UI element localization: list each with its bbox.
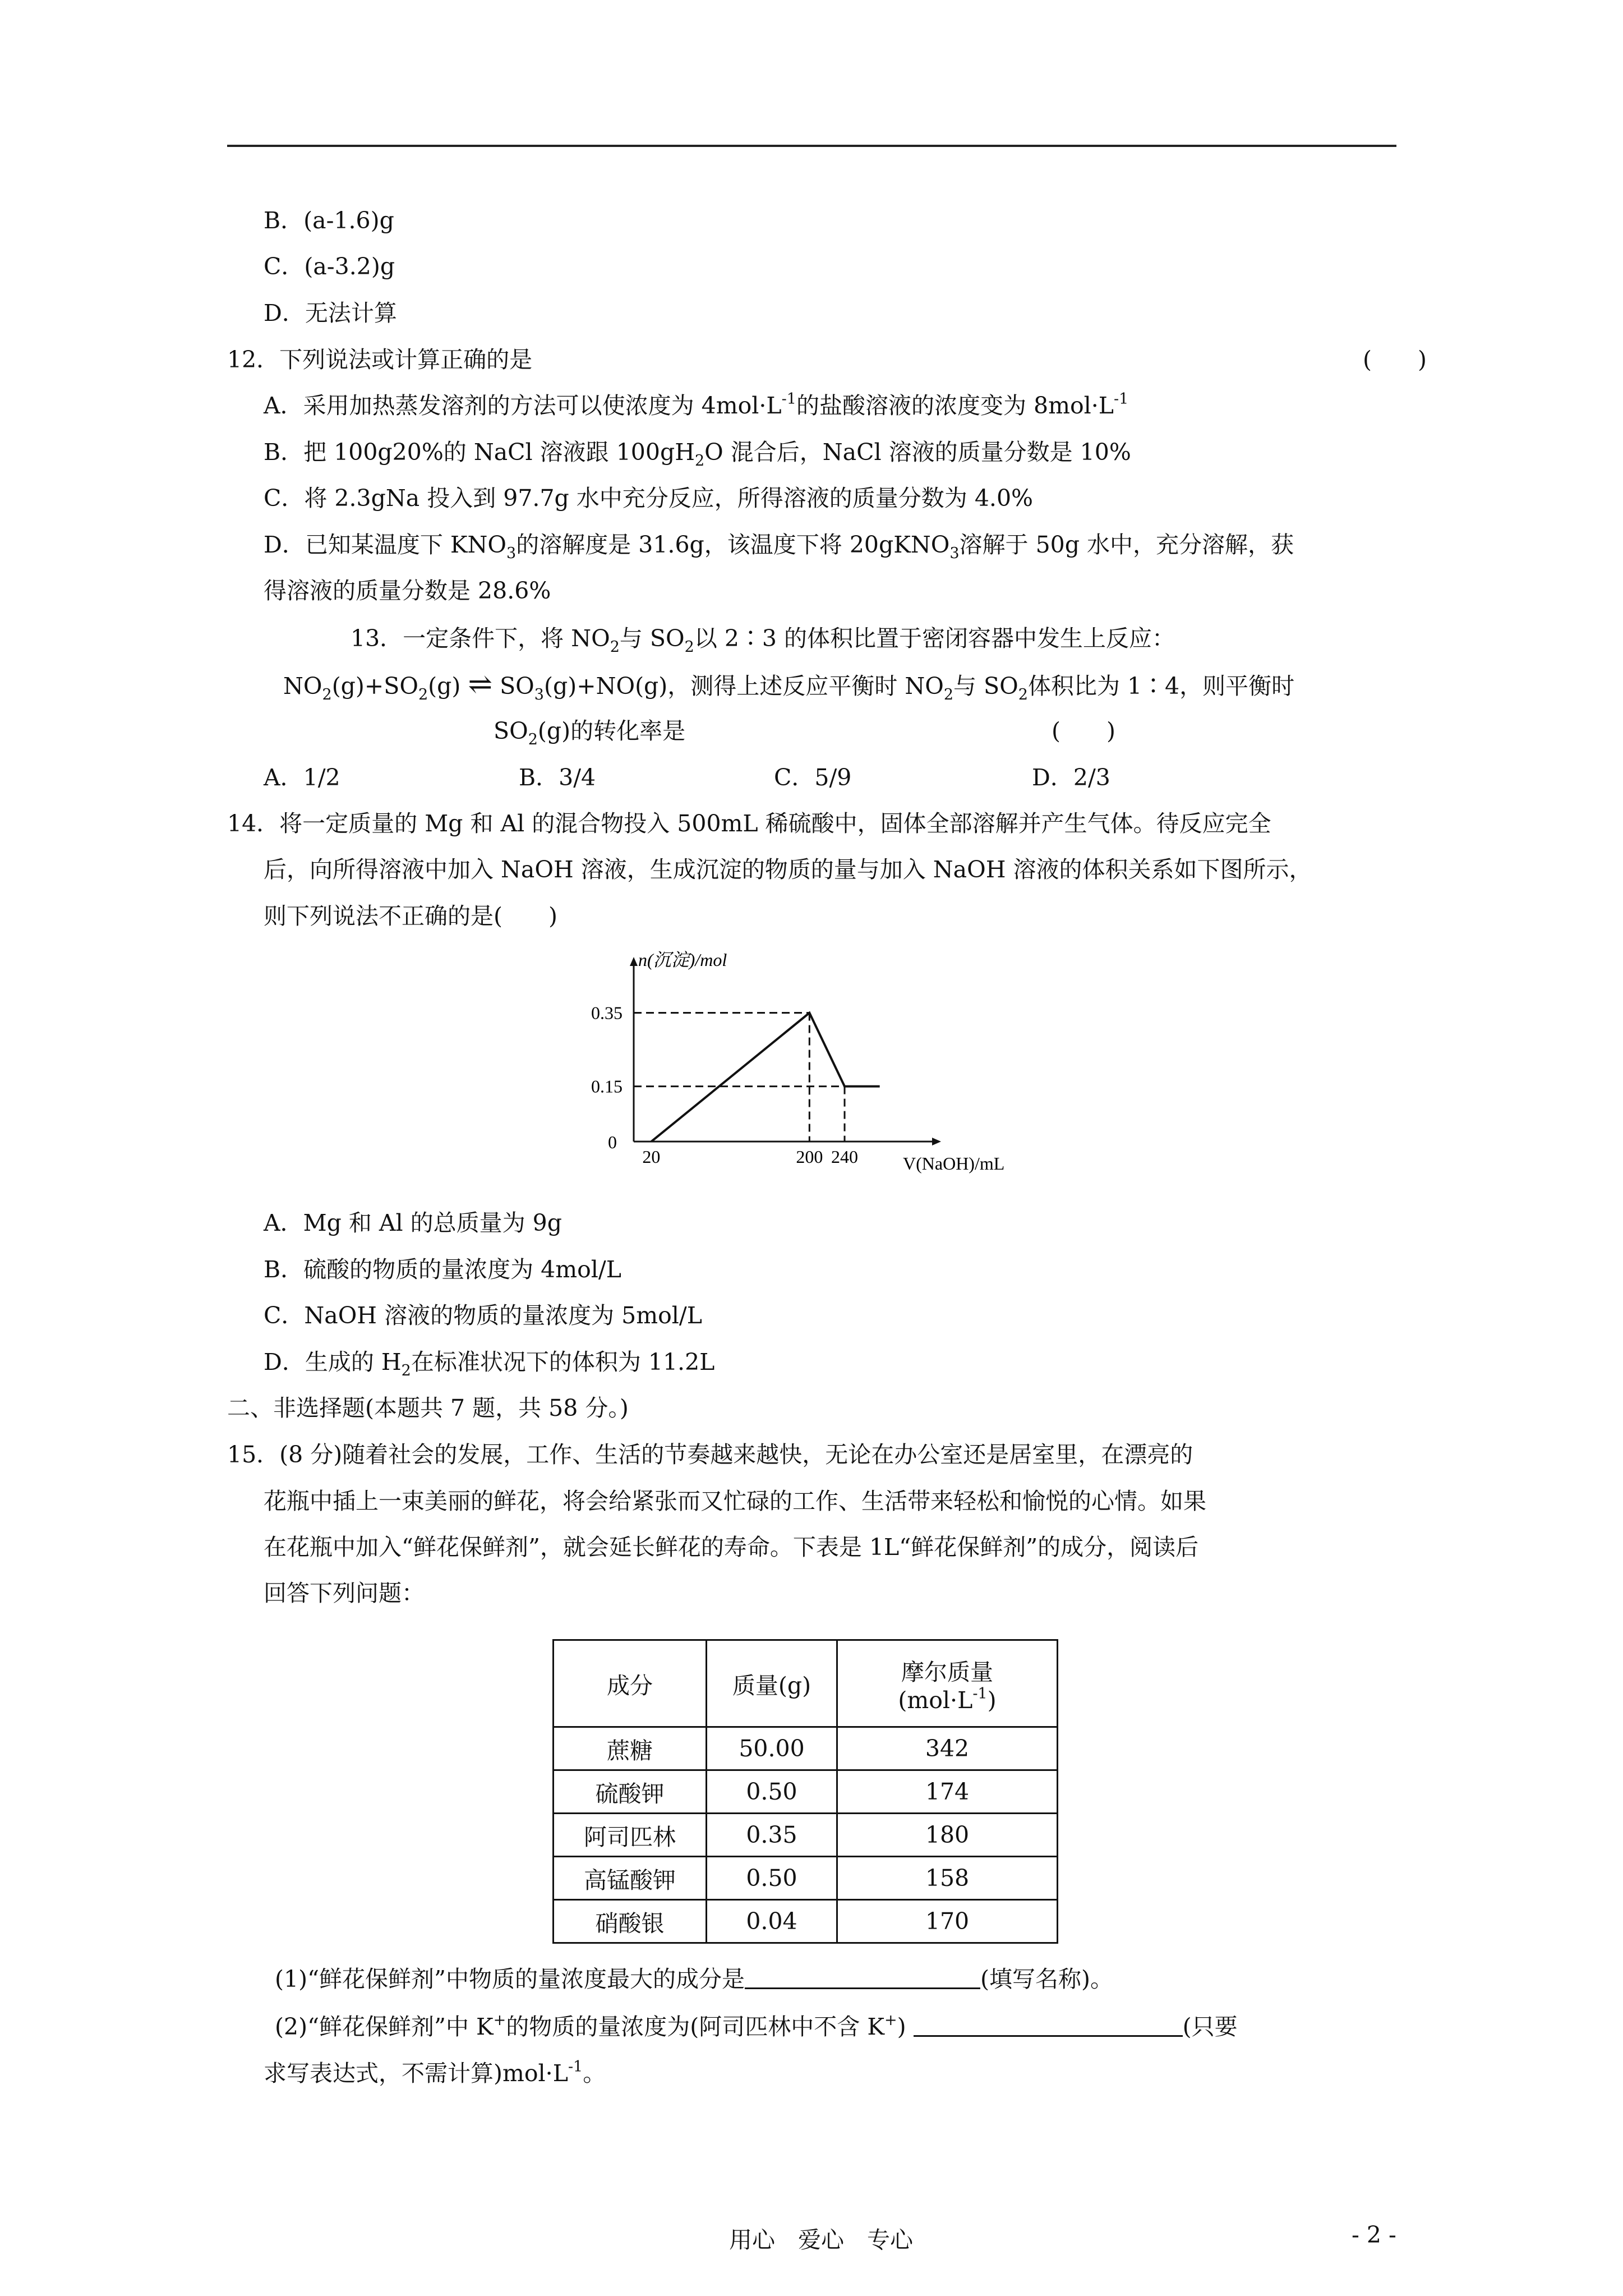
q12-option-c: C．将 2.3gNa 投入到 97.7g 水中充分反应，所得溶液的质量分数为 4.0% [264, 485, 1033, 512]
question-14-line3: 则下列说法不正确的是( ) [264, 903, 557, 930]
q12-option-d: D．已知某温度下 $KNO_3$的溶解度是 31.6g，该温度下将 20gKNO$_3$溶解于 50g 水中，充分溶解，获 [264, 531, 1294, 562]
x-axis-label: V(NaOH)/mL [903, 1153, 1005, 1174]
q12-option-a: A．采用加热蒸发溶剂的方法可以使浓度为 $4mol\cdot L^{-1}$的盐酸溶液的浓度变为 $8mol\cdot L^{-1}$ [264, 390, 1129, 419]
question-13: 13．一定条件下，将 $NO_2$与 $SO_2$以 2∶3 的体积比置于密闭容器中发生上反应： [351, 625, 1175, 656]
y-axis-arrow-icon [630, 957, 638, 966]
q13-question: $SO_2(g)$的转化率是 [494, 717, 686, 748]
table-cell: 蔗糖 [554, 1727, 707, 1770]
y-tick-label: 0.15 [591, 1076, 623, 1097]
q14-option-a: A．Mg 和 Al 的总质量为 9g [264, 1209, 562, 1236]
q13-answer-paren: ( ) [1052, 717, 1115, 744]
q13-equation: $NO_2(g)+SO_2(g)$ ⇌ $SO_3(g)+NO(g)$，测得上述反应平衡时 $NO_2$与 $SO_2$体积比为 1∶4，则平衡时 [283, 668, 1295, 703]
table-header-row [554, 1640, 1058, 1727]
q13-option-c: C．5/9 [774, 764, 852, 791]
table-cell: 50.00 [707, 1727, 837, 1770]
y-axis-label: n(沉淀)/mol [638, 950, 727, 970]
precipitate-chart [591, 950, 1060, 1189]
table-cell: 阿司匹林 [554, 1814, 707, 1857]
q12-option-b: B．把 100g20%的 NaCl 溶液跟 $100gH_2O$ 混合后，NaCl 溶液的质量分数是 10% [264, 439, 1131, 470]
table-cell: 170 [837, 1900, 1058, 1943]
question-15-line4: 回答下列问题： [264, 1580, 425, 1607]
x-tick-label: 20 [642, 1147, 661, 1167]
equilibrium-arrow-icon: ⇌ [468, 668, 493, 701]
table-row [554, 1727, 1058, 1770]
question-15-line2: 花瓶中插上一束美丽的鲜花，将会给紧张而又忙碌的工作、生活带来轻松和愉悦的心情。如果 [264, 1488, 1206, 1515]
option-b: B．(a-1.6)g [264, 207, 394, 234]
q14-option-d: D．生成的 $H_2$在标准状况下的体积为 11.2L [264, 1349, 715, 1379]
data-series-line [651, 1013, 879, 1142]
option-d: D．无法计算 [264, 300, 397, 326]
x-tick-label: 200 [796, 1147, 823, 1167]
q14-option-c: C．NaOH 溶液的物质的量浓度为 5mol/L [264, 1302, 702, 1329]
x-axis-arrow-icon [932, 1138, 941, 1145]
q13-option-a: A．1/2 [264, 764, 340, 791]
table-cell: 硝酸银 [554, 1900, 707, 1943]
table-cell: 高锰酸钾 [554, 1857, 707, 1900]
q13-option-b: B．3/4 [519, 764, 596, 791]
q15-subquestion-1: (1)“鲜花保鲜剂”中物质的量浓度最大的成分是 (填写名称)。 [275, 1966, 1113, 1993]
origin-label: 0 [608, 1132, 617, 1152]
table-header: 质量(g) [707, 1640, 837, 1727]
question-15: 15．(8 分)随着社会的发展，工作、生活的节奏越来越快，无论在办公室还是居室里，在漂亮的 [227, 1441, 1193, 1468]
q12-answer-paren: ( ) [1363, 346, 1427, 373]
table-cell: 158 [837, 1857, 1058, 1900]
question-12: 12．下列说法或计算正确的是 [227, 346, 533, 373]
preservative-composition-table [552, 1639, 1058, 1944]
q13-option-d: D．2/3 [1032, 764, 1110, 791]
q15-subquestion-2-cont: 求写表达式，不需计算)$mol\cdot L^{-1}$。 [264, 2058, 606, 2087]
q15-subquestion-2: (2)“鲜花保鲜剂”中 K+的物质的量浓度为(阿司匹林中不含 K+) (只要 [275, 2012, 1238, 2040]
option-c: C．(a-3.2)g [264, 253, 395, 280]
table-cell: 0.35 [707, 1814, 837, 1857]
table-cell: 342 [837, 1727, 1058, 1770]
table-cell: 0.50 [707, 1857, 837, 1900]
table-row [554, 1814, 1058, 1857]
question-15-line3: 在花瓶中加入“鲜花保鲜剂”，就会延长鲜花的寿命。下表是 1L“鲜花保鲜剂”的成分，阅读后 [264, 1534, 1199, 1561]
footer-motto: 用心 爱心 专心 [729, 2226, 913, 2253]
question-14: 14．将一定质量的 Mg 和 Al 的混合物投入 500mL 稀硫酸中，固体全部溶解并产生气体。待反应完全 [227, 810, 1271, 837]
question-14-line2: 后，向所得溶液中加入 NaOH 溶液，生成沉淀的物质的量与加入 NaOH 溶液的体积关系如下图所示， [264, 856, 1312, 883]
page-number: - 2 - [1352, 2221, 1396, 2248]
q12-option-d-cont: 得溶液的质量分数是 28.6% [264, 577, 551, 604]
answer-blank-2[interactable] [914, 2016, 1183, 2037]
answer-blank-1[interactable] [745, 1968, 980, 1989]
table-header: 摩尔质量 $(mol\cdot L^{-1})$ [837, 1640, 1058, 1727]
section-2-heading: 二、非选择题(本题共 7 题，共 58 分。) [227, 1395, 629, 1421]
q14-option-b: B．硫酸的物质的量浓度为 4mol/L [264, 1256, 621, 1283]
table-row [554, 1857, 1058, 1900]
y-tick-label: 0.35 [591, 1002, 623, 1023]
table-cell: 0.04 [707, 1900, 837, 1943]
table-cell: 硫酸钾 [554, 1770, 707, 1814]
table-row [554, 1900, 1058, 1943]
table-row [554, 1770, 1058, 1814]
table-header: 成分 [554, 1640, 707, 1727]
x-tick-label: 240 [831, 1147, 858, 1167]
table-cell: 174 [837, 1770, 1058, 1814]
table-cell: 180 [837, 1814, 1058, 1857]
table-cell: 0.50 [707, 1770, 837, 1814]
header-rule [227, 145, 1396, 147]
